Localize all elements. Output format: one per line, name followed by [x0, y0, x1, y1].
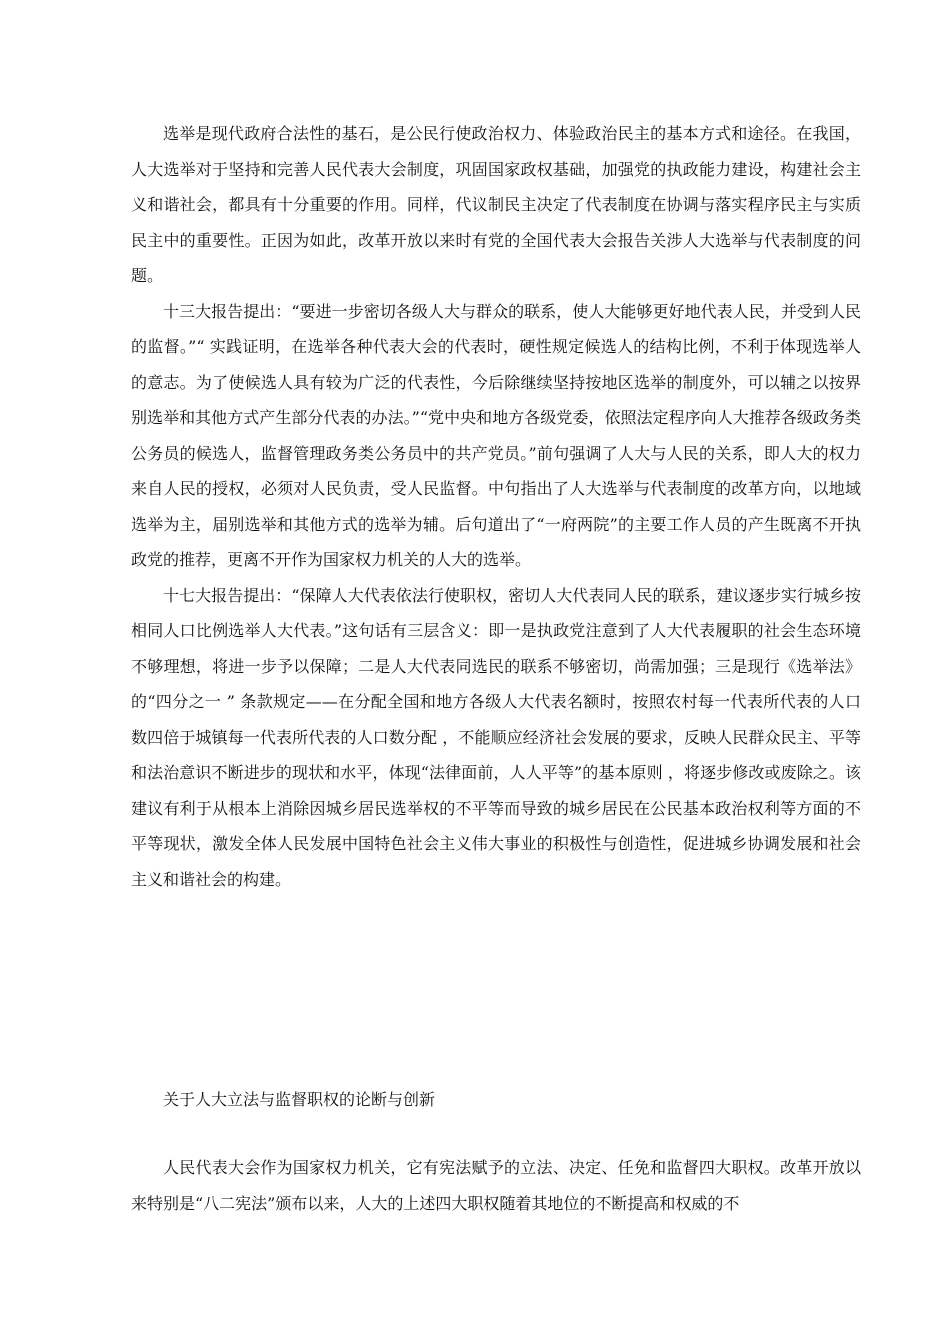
- paragraph-13th-congress: 十三大报告提出：“要进一步密切各级人大与群众的联系，使人大能够更好地代表人民，并受到人民的监督。”“ 实践证明，在选举各种代表大会的代表时，硬性规定候选人的结构比例，不利于体现选举人的意志。为了使候选人具有较为广泛的代表性，今后除继续坚持按地区选举的制度外，可以辅之以按界别选举和其他方式产生部分代表的办法。”“党中央和地方各级党委，依照法定程序向人大推荐各级政务类公务员的候选人，监督管理政务类公务员中的共产党员。”前句强调了人大与人民的关系，即人大的权力来自人民的授权，必须对人民负责，受人民监督。中句指出了人大选举与代表制度的改革方向，以地域选举为主，届别选举和其他方式的选举为辅。后句道出了“一府两院”的主要工作人员的产生既离不开执政党的推荐，更离不开作为国家权力机关的人大的选举。: [131, 301, 861, 569]
- paragraph-election-intro: 选举是现代政府合法性的基石，是公民行使政治权力、体验政治民主的基本方式和途径。在我国，人大选举对于坚持和完善人民代表大会制度，巩固国家政权基础，加强党的执政能力建设，构建社会主义和谐社会，都具有十分重要的作用。同样，代议制民主决定了代表制度在协调与落实程序民主与实质民主中的重要性。正因为如此，改革开放以来时有党的全国代表大会报告关涉人大选举与代表制度的问题。: [131, 124, 861, 285]
- body-text-section-1: [131, 116, 861, 897]
- body-text-section-2: [131, 1150, 861, 1221]
- paragraph-npc-powers: 人民代表大会作为国家权力机关，它有宪法赋予的立法、决定、任免和监督四大职权。改革开放以来特别是“八二宪法”颁布以来，人大的上述四大职权随着其地位的不断提高和权威的不: [131, 1158, 861, 1213]
- paragraph-17th-congress: 十七大报告提出：“保障人大代表依法行使职权，密切人大代表同人民的联系，建议逐步实行城乡按相同人口比例选举人大代表。”这句话有三层含义：即一是执政党注意到了人大代表履职的社会生态环境不够理想，将进一步予以保障；二是人大代表同选民的联系不够密切，尚需加强；三是现行《选举法》的“四分之一 ” 条款规定——在分配全国和地方各级人大代表名额时，按照农村每一代表所代表的人口数四倍于城镇每一代表所代表的人口数分配 ，不能顺应经济社会发展的要求，反映人民群众民主、平等和法治意识不断进步的现状和水平，体现“法律面前，人人平等”的基本原则 ，将逐步修改或废除之。该建议有利于从根本上消除因城乡居民选举权的不平等而导致的城乡居民在公民基本政治权利等方面的不平等现状，激发全体人民发展中国特色社会主义伟大事业的积极性与创造性，促进城乡协调发展和社会主义和谐社会的构建。: [131, 585, 861, 889]
- section-heading: 关于人大立法与监督职权的论断与创新: [163, 1090, 436, 1109]
